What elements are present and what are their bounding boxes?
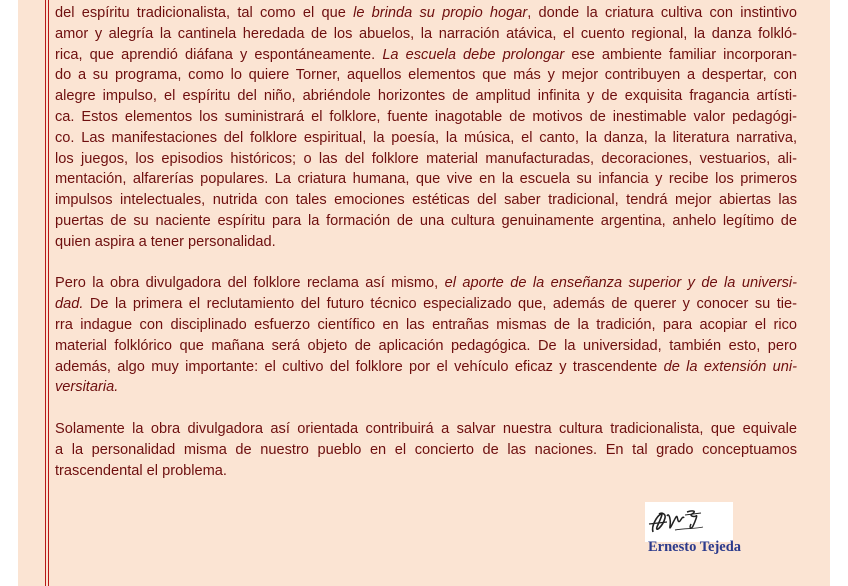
text-run: amor y alegría la cantinela heredada de los abuelos, la narración atávica, el cuento regional, la danza folkló- xyxy=(55,25,797,42)
text-run: impulsos intelectuales, nutrida con tales emociones estéticas del saber tradicional, tendrá mejor abiertas las xyxy=(55,192,797,209)
text-run: alegre impulso, el espíritu del niño, abriéndole horizontes de amplitud infinita y de exquisita fragancia artísti- xyxy=(55,88,797,105)
text-line xyxy=(55,128,797,149)
margin-rule xyxy=(48,0,49,586)
text-line xyxy=(55,45,797,66)
text-line xyxy=(55,336,797,357)
text-line xyxy=(55,461,797,482)
paragraph-1 xyxy=(55,3,797,253)
text-line xyxy=(55,24,797,45)
italic-text: de la extensión uni- xyxy=(663,358,797,375)
italic-text: el aporte de la enseñanza superior y de la universi- xyxy=(444,275,797,292)
text-run: ese ambiente familiar incorporan- xyxy=(564,46,797,63)
text-run: ca. Estos elementos los suministrará el folklore, fuente inagotable de motivos de inestimable valor pedagógi- xyxy=(55,108,797,125)
text-run: rra indague con disciplinado esfuerzo científico en las entrañas mismas de la tradición, para acopiar el rico xyxy=(55,316,797,333)
paragraph-2 xyxy=(55,273,797,398)
text-run: Pero la obra divulgadora del folklore reclama así mismo, xyxy=(55,275,445,292)
text-line xyxy=(55,190,797,211)
text-run: De la primera el reclutamiento del futuro técnico especializado que, además de querer y conocer su tie- xyxy=(83,296,797,313)
text-line xyxy=(55,377,797,398)
text-line xyxy=(55,211,797,232)
text-run: puertas de su naciente espíritu para la formación de una cultura genuinamente argentina, anhelo legítimo de xyxy=(55,212,797,229)
text-run: , donde la criatura cultiva con instintivo xyxy=(527,5,797,21)
text-run: mentación, alfarerías populares. La criatura humana, que vive en la escuela su infancia y recibe los primeros xyxy=(55,171,797,188)
text-run: rica, que aprendió diáfana y espontáneamente. xyxy=(55,46,383,63)
text-line xyxy=(55,65,797,86)
italic-text: dad. xyxy=(55,296,84,313)
text-run: do a su programa, como lo quiere Torner, aquellos elementos que más y mejor contribuyen a despertar, con xyxy=(55,67,797,84)
text-line xyxy=(55,273,797,294)
handwritten-signature-icon xyxy=(645,502,733,542)
paragraph-3 xyxy=(55,419,797,481)
text-line xyxy=(55,107,797,128)
text-line xyxy=(55,149,797,170)
text-line xyxy=(55,169,797,190)
text-line xyxy=(55,86,797,107)
italic-text: La escuela debe prolongar xyxy=(382,46,565,63)
italic-text: le brinda su propio hogar xyxy=(353,5,528,21)
signature-image xyxy=(645,502,733,542)
text-line xyxy=(55,294,797,315)
article-body xyxy=(55,3,797,481)
text-line xyxy=(55,315,797,336)
text-run: material folklórico que mañana será objeto de aplicación pedagógica. De la universidad, también esto, pero xyxy=(55,337,797,354)
text-line xyxy=(55,3,797,24)
text-run: además, algo muy importante: el cultivo del folklore por el vehículo eficaz y trascendente xyxy=(55,358,664,375)
margin-rule xyxy=(45,0,46,586)
text-run: quien aspira a tener personalidad. xyxy=(55,233,276,250)
text-line xyxy=(55,232,797,253)
text-line xyxy=(55,357,797,378)
text-run: trascendental el problema. xyxy=(55,462,227,479)
text-run: del espíritu tradicionalista, tal como el que xyxy=(55,5,354,21)
text-line xyxy=(55,440,797,461)
text-line xyxy=(55,419,797,440)
text-run: los juegos, los episodios históricos; o las del folklore material manufacturadas, decoraciones, vestuarios, ali- xyxy=(55,150,797,167)
text-run: Solamente la obra divulgadora así orientada contribuirá a salvar nuestra cultura tradicionalista, que equivale xyxy=(55,420,797,437)
text-run: a la personalidad misma de nuestro pueblo en el concierto de las naciones. En tal grado conceptuamos xyxy=(55,441,797,458)
italic-text: versitaria. xyxy=(55,379,119,396)
text-run: co. Las manifestaciones del folklore espiritual, la poesía, la música, el canto, la danza, la literatura narrativa, xyxy=(55,129,797,146)
author-name: Ernesto Tejeda xyxy=(648,539,742,555)
